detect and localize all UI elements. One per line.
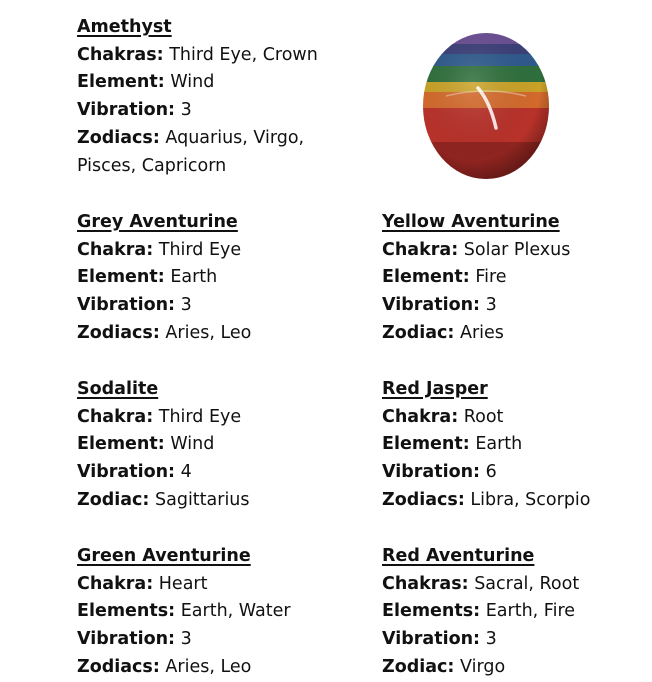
element-row: [382, 264, 652, 292]
stone-title: Grey Aventurine: [77, 212, 238, 232]
vibration-value: 6: [485, 462, 497, 483]
chakra-row: [382, 571, 652, 599]
chakra-label: Chakra:: [77, 239, 154, 260]
zodiac-label: Zodiac:: [382, 656, 455, 677]
element-value: Fire: [475, 267, 507, 288]
vibration-label: Vibration:: [382, 629, 481, 650]
element-label: Element:: [77, 72, 165, 93]
vibration-row: [77, 459, 357, 487]
vibration-label: Vibration:: [77, 100, 176, 121]
stone-title: Red Aventurine: [382, 546, 535, 566]
zodiac-label: Zodiac:: [77, 489, 150, 510]
zodiac-row: [77, 654, 357, 682]
vibration-value: 3: [180, 295, 192, 316]
stone-block-red-jasper: [382, 376, 652, 515]
vibration-row: [382, 459, 652, 487]
chakra-row: [382, 404, 652, 432]
vibration-row: [77, 626, 357, 654]
stone-block-grey-aventurine: [77, 209, 357, 348]
zodiac-row: [77, 320, 357, 348]
element-row: [77, 264, 357, 292]
chakra-value: Third Eye, Crown: [169, 44, 318, 65]
vibration-row: [382, 292, 652, 320]
element-label: Elements:: [382, 601, 481, 622]
element-value: Earth, Fire: [485, 601, 576, 622]
chakra-value: Sacral, Root: [474, 573, 580, 594]
zodiac-value: Sagittarius: [155, 489, 250, 510]
stone-title: Green Aventurine: [77, 546, 251, 566]
zodiac-value: Aries, Leo: [165, 322, 252, 343]
zodiac-row: [382, 320, 652, 348]
element-label: Element:: [77, 434, 165, 455]
chakra-value: Solar Plexus: [463, 239, 571, 260]
element-row: [382, 431, 652, 459]
stone-block-yellow-aventurine: [382, 209, 652, 348]
chakra-value: Heart: [158, 573, 208, 594]
element-value: Earth: [475, 434, 523, 455]
element-value: Earth: [170, 267, 218, 288]
vibration-label: Vibration:: [77, 295, 176, 316]
zodiac-row: [382, 654, 652, 682]
element-value: Wind: [170, 72, 215, 93]
zodiac-value: Aquarius, Virgo, Pisces, Capricorn: [77, 127, 305, 176]
chakra-label: Chakra:: [382, 406, 459, 427]
vibration-value: 4: [180, 462, 192, 483]
chakra-stone-image: [420, 30, 552, 182]
chakra-label: Chakras:: [382, 573, 469, 594]
stone-title: Yellow Aventurine: [382, 212, 560, 232]
element-value: Earth, Water: [180, 601, 291, 622]
zodiac-value: Virgo: [460, 656, 506, 677]
vibration-value: 3: [180, 100, 192, 121]
zodiac-row: [77, 125, 327, 180]
vibration-label: Vibration:: [382, 295, 481, 316]
stone-title: Sodalite: [77, 379, 159, 399]
stone-title: Amethyst: [77, 17, 172, 37]
vibration-row: [382, 626, 652, 654]
element-label: Element:: [382, 434, 470, 455]
zodiac-value: Aries, Leo: [165, 656, 252, 677]
element-row: [382, 598, 652, 626]
element-label: Elements:: [77, 601, 176, 622]
zodiac-row: [382, 487, 652, 515]
zodiac-value: Libra, Scorpio: [470, 489, 591, 510]
element-label: Element:: [382, 267, 470, 288]
vibration-label: Vibration:: [77, 629, 176, 650]
chakra-row: [382, 237, 652, 265]
chakra-value: Third Eye: [158, 406, 242, 427]
zodiac-label: Zodiacs:: [77, 127, 160, 148]
vibration-row: [77, 97, 327, 125]
chakra-value: Third Eye: [158, 239, 242, 260]
chakra-value: Root: [463, 406, 504, 427]
zodiac-label: Zodiacs:: [77, 656, 160, 677]
chakra-label: Chakras:: [77, 44, 164, 65]
zodiac-label: Zodiacs:: [382, 489, 465, 510]
chakra-row: [77, 237, 357, 265]
chakra-row: [77, 42, 327, 70]
element-row: [77, 598, 357, 626]
chakra-label: Chakra:: [77, 406, 154, 427]
zodiac-value: Aries: [460, 322, 504, 343]
chakra-label: Chakra:: [77, 573, 154, 594]
stone-block-green-aventurine: [77, 543, 357, 682]
chakra-row: [77, 571, 357, 599]
stone-title: Red Jasper: [382, 379, 488, 399]
zodiac-label: Zodiac:: [382, 322, 455, 343]
vibration-value: 3: [485, 295, 497, 316]
vibration-label: Vibration:: [77, 462, 176, 483]
vibration-label: Vibration:: [382, 462, 481, 483]
vibration-row: [77, 292, 357, 320]
stone-block-amethyst: [77, 14, 327, 180]
zodiac-label: Zodiacs:: [77, 322, 160, 343]
stone-block-sodalite: [77, 376, 357, 515]
element-value: Wind: [170, 434, 215, 455]
element-label: Element:: [77, 267, 165, 288]
chakra-row: [77, 404, 357, 432]
element-row: [77, 69, 327, 97]
vibration-value: 3: [485, 629, 497, 650]
zodiac-row: [77, 487, 357, 515]
chakra-label: Chakra:: [382, 239, 459, 260]
vibration-value: 3: [180, 629, 192, 650]
stone-block-red-aventurine: [382, 543, 652, 682]
element-row: [77, 431, 357, 459]
